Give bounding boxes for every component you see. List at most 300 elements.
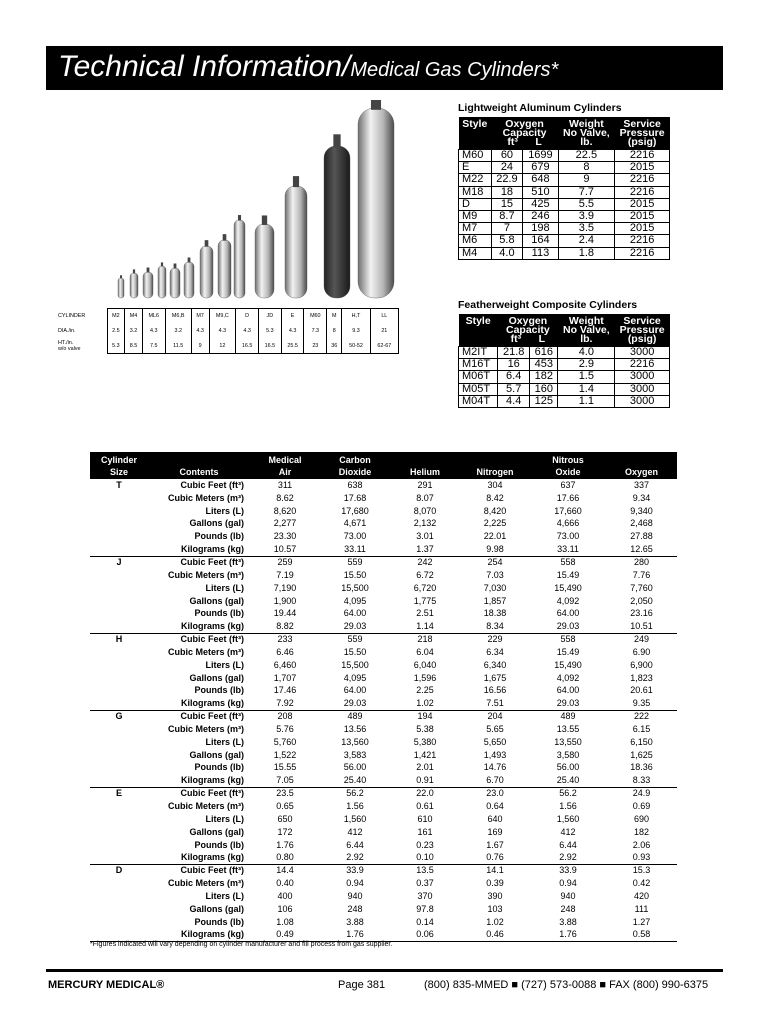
dims-cell: M4 xyxy=(125,309,143,324)
main-cell: 17.66 xyxy=(556,492,580,503)
main-cell: 640 xyxy=(487,813,503,824)
main-cell: 4,671 xyxy=(343,518,367,529)
main-cell: 1,560 xyxy=(556,813,580,824)
contents-unit: Gallons (gal) xyxy=(189,903,244,914)
main-cell: 2,468 xyxy=(630,518,653,529)
main-cell: 222 xyxy=(606,710,677,723)
main-cell: 8.82 xyxy=(276,620,294,631)
spec-cell: M4 xyxy=(459,247,492,259)
cylinder-size xyxy=(90,620,148,633)
spec-cell: 4.0 xyxy=(558,347,615,359)
main-cell: 204 xyxy=(460,710,530,723)
main-cell: 2.51 xyxy=(416,608,434,619)
spec-cell: 8.7 xyxy=(491,210,523,222)
dims-cell: D xyxy=(236,309,259,324)
cylinder-size: G xyxy=(90,710,148,723)
spec-cell: 164 xyxy=(523,235,558,247)
spec-cell: D xyxy=(459,198,492,210)
main-row xyxy=(90,697,677,710)
main-cell: 412 xyxy=(347,826,363,837)
main-cell: 0.23 xyxy=(416,839,434,850)
main-cell: 638 xyxy=(347,479,363,490)
cylinder-size xyxy=(90,916,148,929)
main-cell: 9.98 xyxy=(486,543,504,554)
main-cell: 29.03 xyxy=(343,620,367,631)
main-cell: 6,040 xyxy=(413,659,437,670)
main-cell: 9.34 xyxy=(632,492,651,503)
main-cell: 7.76 xyxy=(632,569,651,580)
spec-cell: M16T xyxy=(459,359,498,371)
spec-cell: 18 xyxy=(491,186,523,198)
main-cell: 559 xyxy=(320,633,390,646)
contents-unit: Gallons (gal) xyxy=(189,595,244,606)
cylinder-valve xyxy=(147,268,150,273)
contents-unit: Cubic Feet (ft³) xyxy=(148,710,250,723)
main-cell: 5.76 xyxy=(276,723,294,734)
cylinder-size: E xyxy=(90,787,148,800)
spec-col-weight: Weight No Valve, lb. xyxy=(558,314,615,347)
main-cell: 254 xyxy=(460,556,530,569)
cylinder-shape xyxy=(158,266,166,298)
main-cell: 169 xyxy=(487,826,503,837)
dims-label-text: DIA./in. xyxy=(58,328,76,334)
main-cell: 7,760 xyxy=(630,582,653,593)
dims-cell: 36 xyxy=(327,339,342,354)
spec-cell: M9 xyxy=(459,210,492,222)
main-cell: 1.56 xyxy=(346,801,364,812)
main-row xyxy=(90,723,677,736)
spec-cell: M60 xyxy=(459,150,492,162)
main-cell: 17.46 xyxy=(273,685,297,696)
main-cell: 13.5 xyxy=(390,864,460,877)
main-cell: 22.0 xyxy=(390,787,460,800)
composite-title: Featherweight Composite Cylinders xyxy=(458,299,638,311)
contents-unit: Pounds (lb) xyxy=(194,608,244,619)
main-cell: 242 xyxy=(390,556,460,569)
main-cell: 0.37 xyxy=(416,878,434,889)
main-cell: 1.37 xyxy=(416,543,434,554)
dims-cell: 9 xyxy=(191,339,209,354)
dims-cell: E xyxy=(281,309,304,324)
spec-cell: 2.4 xyxy=(558,235,615,247)
dims-cell: M6,B xyxy=(165,309,191,324)
spec-row xyxy=(459,223,670,235)
cylinder-valve xyxy=(174,264,177,269)
contents-unit: Kilograms (kg) xyxy=(180,620,244,631)
contents-unit: Cubic Meters (m³) xyxy=(167,723,244,734)
main-cell: 17,680 xyxy=(341,505,369,516)
main-row xyxy=(90,569,677,582)
footnote: *Figures indicated will vary depending on cylinder manufacturer and fill process from gas supplier. xyxy=(90,941,393,948)
cylinder-shape xyxy=(143,272,153,298)
contents-unit: Liters (L) xyxy=(205,736,244,747)
main-cell: 5.38 xyxy=(416,723,434,734)
spec-cell: 3.5 xyxy=(558,223,615,235)
main-cell: 15,500 xyxy=(341,659,369,670)
main-cell: 29.03 xyxy=(556,620,580,631)
spec-row xyxy=(459,174,670,186)
main-row xyxy=(90,518,677,531)
spec-row xyxy=(459,383,670,395)
main-cell: 1,560 xyxy=(343,813,367,824)
main-cell: 18.38 xyxy=(483,608,507,619)
spec-cell: 2216 xyxy=(615,235,670,247)
contents-unit: Liters (L) xyxy=(205,505,244,516)
spec-col-capacity: Oxygen Capacity ft³ L xyxy=(498,314,558,347)
contents-unit: Pounds (lb) xyxy=(194,531,244,542)
spec-cell: 182 xyxy=(530,371,558,383)
spec-cell: E xyxy=(459,162,492,174)
main-cell: 6.34 xyxy=(486,646,504,657)
main-cell: 0.49 xyxy=(250,929,320,942)
contents-unit: Cubic Feet (ft³) xyxy=(180,479,244,490)
main-cell: 8.33 xyxy=(632,775,651,786)
spec-cell: 60 xyxy=(491,150,523,162)
main-cell: 73.00 xyxy=(556,531,580,542)
main-cell: 25.40 xyxy=(343,775,367,786)
main-cell: 13.56 xyxy=(343,723,367,734)
spec-row xyxy=(459,150,670,162)
spec-cell: M05T xyxy=(459,383,498,395)
cylinder-size xyxy=(90,736,148,749)
main-cell: 2.92 xyxy=(559,852,577,863)
main-row xyxy=(90,813,677,826)
spec-cell: 15 xyxy=(491,198,523,210)
main-row xyxy=(90,916,677,929)
dims-label xyxy=(57,324,107,339)
main-cell: 400 xyxy=(277,890,293,901)
spec-cell: 3000 xyxy=(615,347,670,359)
aluminum-table xyxy=(458,117,670,260)
main-cell: 1,857 xyxy=(483,595,507,606)
main-cell: 7.05 xyxy=(276,775,294,786)
main-cell: 8,620 xyxy=(273,505,297,516)
main-cell: 1,775 xyxy=(413,595,437,606)
main-cell: 9.35 xyxy=(632,698,651,709)
main-cell: 12.65 xyxy=(630,543,653,554)
spec-cell: 1.4 xyxy=(558,383,615,395)
main-row xyxy=(90,787,677,800)
dims-cell: 4.3 xyxy=(236,324,259,339)
dims-cell: M9,C xyxy=(209,309,236,324)
main-cell: 111 xyxy=(634,903,649,914)
spec-cell: 7.7 xyxy=(558,186,615,198)
main-cell: 5,650 xyxy=(483,736,507,747)
spec-cell: M2IT xyxy=(459,347,498,359)
spec-cell: 160 xyxy=(530,383,558,395)
main-cell: 5.65 xyxy=(486,723,504,734)
main-cell: 64.00 xyxy=(556,685,580,696)
main-cell: 0.39 xyxy=(486,878,504,889)
spec-header xyxy=(459,117,670,150)
dims-cell: 50-52 xyxy=(342,339,370,354)
spec-cell: 5.7 xyxy=(498,383,530,395)
main-cell: 7.51 xyxy=(486,698,504,709)
main-cell: 106 xyxy=(277,903,293,914)
main-cell: 4,666 xyxy=(556,518,580,529)
main-row xyxy=(90,800,677,813)
main-cell: 1.27 xyxy=(632,916,651,927)
cylinder-size xyxy=(90,877,148,890)
dims-cell: 16.5 xyxy=(236,339,259,354)
spec-col-pressure: Service Pressure (psig) xyxy=(615,314,670,347)
spec-cell: 2216 xyxy=(615,247,670,259)
spec-header-row xyxy=(459,117,670,150)
main-cell: 15,500 xyxy=(341,582,369,593)
main-row xyxy=(90,762,677,775)
spec-col-capacity: Oxygen Capacity ft³ L xyxy=(491,117,558,150)
main-cell: 15.49 xyxy=(556,569,580,580)
main-cell: 17,660 xyxy=(554,505,582,516)
main-row xyxy=(90,595,677,608)
main-row xyxy=(90,543,677,556)
main-cell: 29.03 xyxy=(556,698,580,709)
main-cell: 6,900 xyxy=(630,659,653,670)
main-row xyxy=(90,851,677,864)
main-cell: 337 xyxy=(633,479,650,490)
main-cell: 280 xyxy=(606,556,677,569)
main-cell: 8,070 xyxy=(413,505,437,516)
main-cell: 3,580 xyxy=(556,749,580,760)
main-cell: 6.72 xyxy=(416,569,434,580)
spec-cell: 9 xyxy=(558,174,615,186)
dims-cell: JD xyxy=(258,309,281,324)
dims-cell: 21 xyxy=(370,324,398,339)
spec-cell: 21.8 xyxy=(498,347,530,359)
main-cell: 33.11 xyxy=(557,543,579,554)
cylinder-size xyxy=(90,543,148,556)
main-cell: 9,340 xyxy=(630,505,653,516)
main-cell: 6.44 xyxy=(559,839,577,850)
spec-cell: 510 xyxy=(523,186,558,198)
main-cell: 15.49 xyxy=(556,646,580,657)
main-cell: 15.3 xyxy=(606,864,677,877)
main-header-cell: Cylinder Size xyxy=(90,452,148,479)
main-row xyxy=(90,633,677,646)
cylinder-size: T xyxy=(116,479,122,490)
main-row xyxy=(90,890,677,903)
spec-cell: 22.9 xyxy=(491,174,523,186)
spec-cell: 425 xyxy=(523,198,558,210)
main-cell: 4,095 xyxy=(343,595,367,606)
main-cell: 1,493 xyxy=(483,749,507,760)
main-cell: 23.5 xyxy=(250,787,320,800)
footer-contact: (800) 835-MMED ■ (727) 573-0088 ■ FAX (800) 990-6375 xyxy=(424,979,709,991)
main-cell: 8.34 xyxy=(486,620,504,631)
main-cell: 370 xyxy=(417,890,433,901)
spec-row xyxy=(459,395,670,407)
spec-cell: M04T xyxy=(459,395,498,407)
main-header-cell: Contents xyxy=(148,452,250,479)
main-cell: 56.00 xyxy=(556,762,580,773)
cylinder-valve xyxy=(238,215,241,221)
cylinder-shape xyxy=(255,224,274,298)
spec-row xyxy=(459,371,670,383)
spec-cell: M6 xyxy=(459,235,492,247)
dims-cell: 23 xyxy=(304,339,327,354)
spec-cell: M18 xyxy=(459,186,492,198)
main-cell: 15.50 xyxy=(343,569,367,580)
dims-cell: 3.2 xyxy=(125,324,143,339)
cylinder-shape xyxy=(200,246,213,298)
main-cell: 2,132 xyxy=(413,518,437,529)
cylinder-valve xyxy=(120,275,122,278)
dims-cell: 4.3 xyxy=(142,324,165,339)
dims-cell: M2 xyxy=(107,309,125,324)
spec-cell: 2015 xyxy=(615,162,670,174)
main-cell: 182 xyxy=(633,826,650,837)
dims-cell: 3.2 xyxy=(165,324,191,339)
main-row xyxy=(90,864,677,877)
main-cell: 1.76 xyxy=(530,929,606,942)
main-cell: 1,707 xyxy=(273,672,297,683)
main-cell: 2.06 xyxy=(632,839,651,850)
main-cell: 15.50 xyxy=(343,646,367,657)
cylinder-shape xyxy=(118,278,124,298)
main-cell: 0.91 xyxy=(416,775,434,786)
main-row xyxy=(90,749,677,762)
main-cell: 5,760 xyxy=(273,736,297,747)
cylinder-size xyxy=(90,749,148,762)
cylinder-shape xyxy=(130,273,138,298)
main-cell: 27.88 xyxy=(630,531,653,542)
main-cell: 0.58 xyxy=(606,929,677,942)
spec-cell: 2015 xyxy=(615,198,670,210)
spec-row xyxy=(459,210,670,222)
main-cell: 8.62 xyxy=(276,492,294,503)
dims-cell: 7.3 xyxy=(304,324,327,339)
main-row xyxy=(90,607,677,620)
spec-cell: 616 xyxy=(530,347,558,359)
spec-col-style: Style xyxy=(459,314,498,347)
spec-cell: 16 xyxy=(498,359,530,371)
cylinder-shape xyxy=(170,268,180,298)
main-cell: 0.61 xyxy=(416,801,434,812)
main-row xyxy=(90,929,677,942)
main-cell: 1,421 xyxy=(413,749,437,760)
cylinder-shape xyxy=(358,108,394,298)
main-cell: 0.69 xyxy=(632,801,651,812)
cylinder-size xyxy=(90,697,148,710)
gas-contents-table xyxy=(90,452,677,942)
cylinder-shape xyxy=(324,146,350,298)
main-row xyxy=(90,839,677,852)
dims-cell: M60 xyxy=(304,309,327,324)
spec-cell: 3.9 xyxy=(558,210,615,222)
spec-cell: 2216 xyxy=(615,174,670,186)
spec-body xyxy=(459,150,670,260)
cylinder-size xyxy=(90,492,148,505)
main-cell: 6.46 xyxy=(276,646,294,657)
main-cell: 390 xyxy=(487,890,503,901)
main-header-cell: Medical Air xyxy=(250,452,320,479)
cylinder-size xyxy=(90,890,148,903)
main-cell: 489 xyxy=(320,710,390,723)
main-cell: 25.40 xyxy=(556,775,580,786)
spec-header xyxy=(459,314,670,347)
main-cell: 73.00 xyxy=(343,531,367,542)
dims-cell: 5.3 xyxy=(258,324,281,339)
spec-cell: 6.4 xyxy=(498,371,530,383)
main-cell: 16.56 xyxy=(483,685,507,696)
main-header-cell: Carbon Dioxide xyxy=(320,452,390,479)
main-cell: 6,340 xyxy=(483,659,507,670)
main-header-row xyxy=(90,452,677,479)
contents-unit: Liters (L) xyxy=(205,813,244,824)
spec-cell: 3000 xyxy=(615,383,670,395)
main-cell: 23.0 xyxy=(460,787,530,800)
main-cell: 15,490 xyxy=(554,659,582,670)
dims-cell: 11.5 xyxy=(165,339,191,354)
main-cell: 20.61 xyxy=(630,685,653,696)
main-cell: 558 xyxy=(530,556,606,569)
main-row xyxy=(90,492,677,505)
main-cell: 249 xyxy=(606,633,677,646)
main-cell: 1.02 xyxy=(486,916,504,927)
main-cell: 3.88 xyxy=(559,916,577,927)
main-row xyxy=(90,877,677,890)
main-cell: 0.93 xyxy=(632,852,651,863)
main-header-cell: Nitrous Oxide xyxy=(530,452,606,479)
main-cell: 18.36 xyxy=(630,762,653,773)
cylinder-shape xyxy=(184,262,194,298)
cylinder-size xyxy=(90,903,148,916)
cylinder-shape xyxy=(285,186,307,298)
main-row xyxy=(90,736,677,749)
spec-row xyxy=(459,162,670,174)
cylinder-size: J xyxy=(90,556,148,569)
dims-cell: 25.5 xyxy=(281,339,304,354)
main-cell: 172 xyxy=(277,826,293,837)
spec-cell: 5.5 xyxy=(558,198,615,210)
spec-cell: 5.8 xyxy=(491,235,523,247)
main-cell: 64.00 xyxy=(343,685,367,696)
main-header-cell: Helium xyxy=(390,452,460,479)
cylinder-valve xyxy=(262,215,267,225)
dims-cell: 4.3 xyxy=(209,324,236,339)
cylinder-size xyxy=(90,826,148,839)
dims-cell: M7 xyxy=(191,309,209,324)
spec-cell: 7 xyxy=(491,223,523,235)
main-cell: 1.76 xyxy=(320,929,390,942)
contents-unit: Kilograms (kg) xyxy=(148,929,250,942)
main-cell: 0.76 xyxy=(486,852,504,863)
contents-unit: Kilograms (kg) xyxy=(180,852,244,863)
contents-unit: Kilograms (kg) xyxy=(180,775,244,786)
contents-unit: Cubic Feet (ft³) xyxy=(148,633,250,646)
main-cell: 0.42 xyxy=(632,878,651,889)
main-row xyxy=(90,685,677,698)
main-header-cell: Nitrogen xyxy=(460,452,530,479)
spec-cell: 1699 xyxy=(523,150,558,162)
spec-col-pressure: Service Pressure (psig) xyxy=(615,117,670,150)
main-cell: 1,900 xyxy=(273,595,297,606)
main-cell: 0.40 xyxy=(276,878,294,889)
dims-cell: ML6 xyxy=(142,309,165,324)
dims-sublabel: w/o valve xyxy=(58,346,81,352)
contents-unit: Gallons (gal) xyxy=(189,826,244,837)
spec-cell: 8 xyxy=(558,162,615,174)
spec-cell: 2.9 xyxy=(558,359,615,371)
main-cell: 940 xyxy=(347,890,363,901)
dims-cell: 9.3 xyxy=(342,324,370,339)
contents-unit: Pounds (lb) xyxy=(194,839,244,850)
spec-row xyxy=(459,235,670,247)
main-cell: 2.01 xyxy=(416,762,434,773)
cylinder-size xyxy=(90,929,148,942)
main-cell: 0.06 xyxy=(390,929,460,942)
spec-header-row xyxy=(459,314,670,347)
